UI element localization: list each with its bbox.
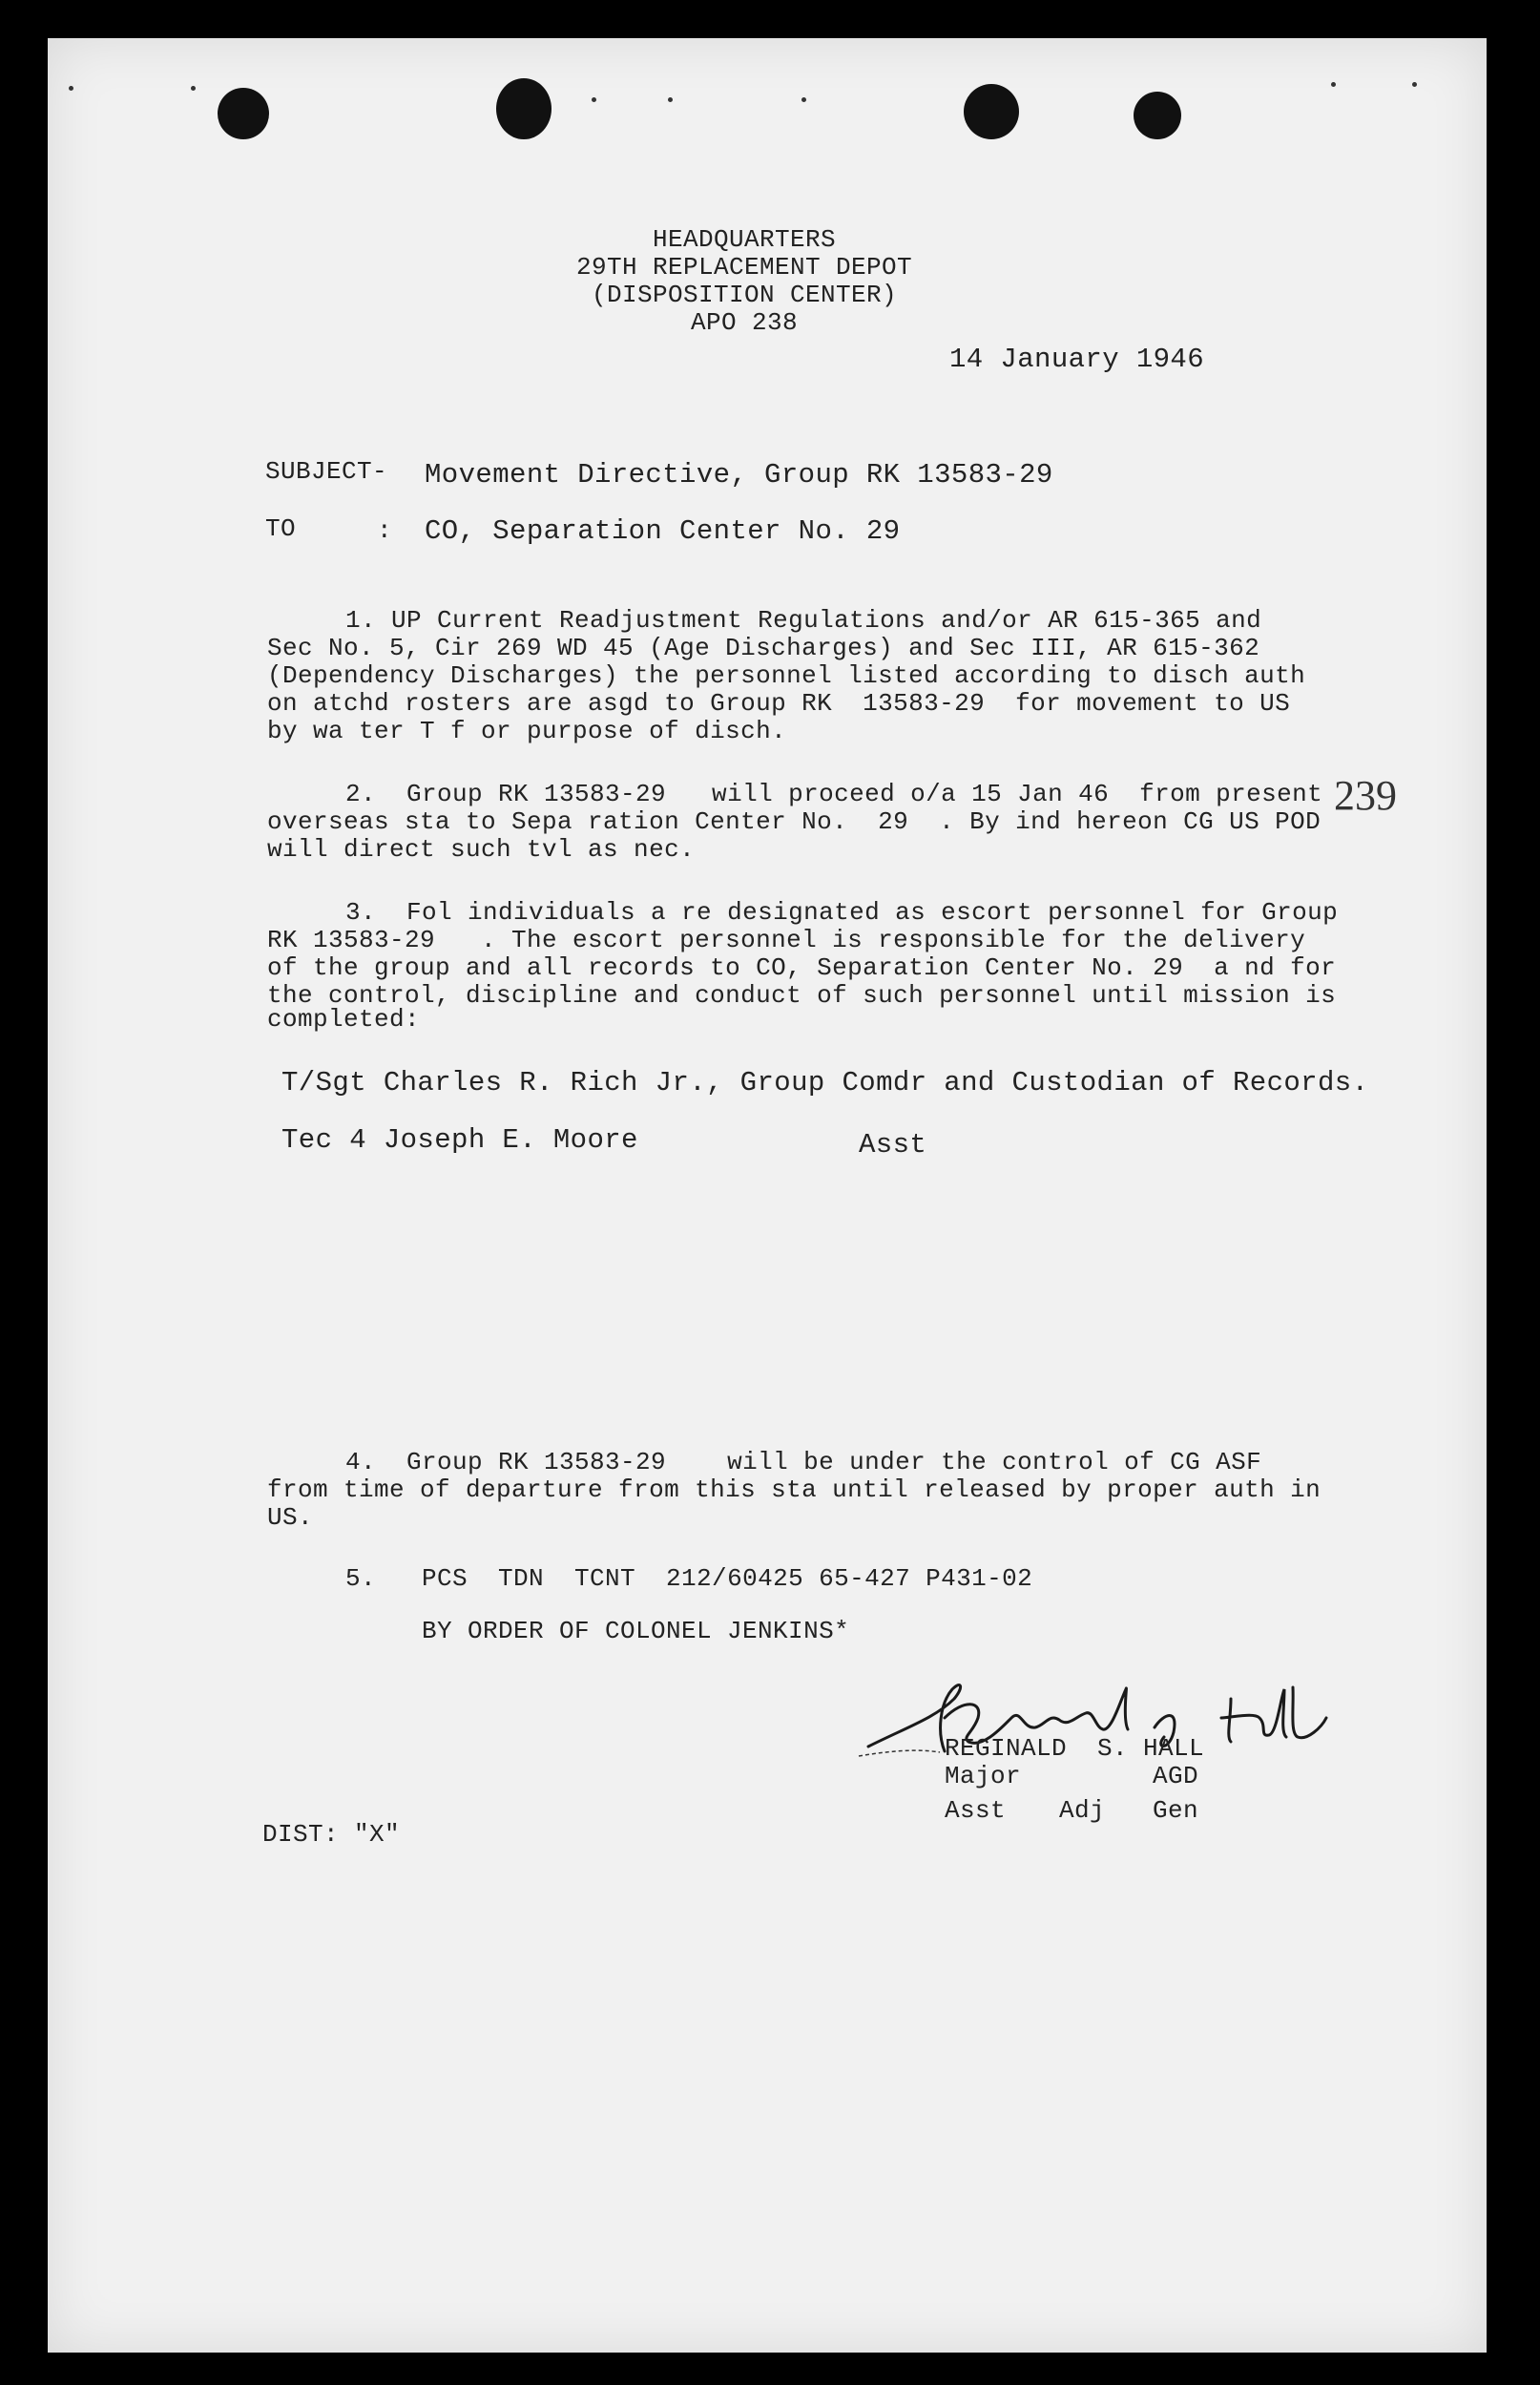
punch-hole-2: [496, 78, 551, 139]
header-line-3: (DISPOSITION CENTER): [591, 281, 898, 309]
subject-label: SUBJECT-: [265, 457, 388, 486]
page-number: 239: [1334, 772, 1397, 819]
escort-2-name: Tec 4 Joseph E. Moore: [281, 1124, 638, 1156]
signer-rank: Major: [945, 1762, 1022, 1790]
signer-title-2: Adj: [1059, 1796, 1106, 1825]
punch-hole-1: [218, 88, 269, 139]
speck: [801, 97, 806, 102]
escort-1: T/Sgt Charles R. Rich Jr., Group Comdr and Custodian of Records.: [281, 1067, 1369, 1098]
para2-line-1: 2. Group RK 13583-29 will proceed o/a 15 Jan 46 from present: [345, 780, 1323, 808]
escort-2-role: Asst: [859, 1129, 927, 1161]
header-line-4: APO 238: [690, 308, 799, 337]
para4-line-3: US.: [267, 1503, 314, 1532]
punch-hole-3: [964, 84, 1019, 139]
para1-line-1: 1. UP Current Readjustment Regulations and/or AR 615-365 and: [345, 606, 1262, 635]
para3-line-4: the control, discipline and conduct of such personnel until mission is: [267, 981, 1337, 1010]
signer-title-1: Asst: [945, 1796, 1007, 1825]
para3-line-5: completed:: [267, 1005, 421, 1034]
para3-line-1: 3. Fol individuals a re designated as escort personnel for Group: [345, 898, 1339, 927]
to-value: CO, Separation Center No. 29: [425, 515, 901, 547]
speck: [69, 86, 73, 91]
order-line: BY ORDER OF COLONEL JENKINS*: [422, 1617, 850, 1645]
distribution: DIST: "X": [262, 1820, 401, 1849]
to-label: TO: [265, 514, 297, 543]
para2-line-3: will direct such tvl as nec.: [267, 835, 696, 864]
para3-line-3: of the group and all records to CO, Separation Center No. 29 a nd for: [267, 953, 1337, 982]
subject-value: Movement Directive, Group RK 13583-29: [425, 459, 1053, 491]
speck: [592, 97, 596, 102]
para1-line-3: (Dependency Discharges) the personnel listed according to disch auth: [267, 661, 1306, 690]
para4-line-1: 4. Group RK 13583-29 will be under the control of CG ASF: [345, 1448, 1262, 1476]
para1-line-4: on atchd rosters are asgd to Group RK 13583-29 for movement to US: [267, 689, 1291, 718]
document-page: [48, 38, 1487, 2353]
para3-line-2: RK 13583-29 . The escort personnel is responsible for the delivery: [267, 926, 1306, 954]
to-separator: :: [377, 516, 393, 545]
signer-title-3: Gen: [1153, 1796, 1199, 1825]
speck: [668, 97, 673, 102]
header-line-1: HEADQUARTERS: [652, 225, 837, 254]
speck: [1331, 82, 1336, 87]
speck: [191, 86, 196, 91]
punch-hole-4: [1134, 92, 1181, 139]
signer-name: REGINALD S. HALL: [945, 1734, 1205, 1763]
para1-line-2: Sec No. 5, Cir 269 WD 45 (Age Discharges) and Sec III, AR 615-362: [267, 634, 1260, 662]
para1-line-5: by wa ter T f or purpose of disch.: [267, 717, 787, 745]
document-date: 14 January 1946: [949, 344, 1205, 375]
header-line-2: 29TH REPLACEMENT DEPOT: [575, 253, 913, 282]
para4-line-2: from time of departure from this sta until released by proper auth in: [267, 1475, 1321, 1504]
signer-branch: AGD: [1153, 1762, 1199, 1790]
para2-line-2: overseas sta to Sepa ration Center No. 29 . By ind hereon CG US POD: [267, 807, 1321, 836]
para5: 5. PCS TDN TCNT 212/60425 65-427 P431-02: [345, 1564, 1033, 1593]
speck: [1412, 82, 1417, 87]
